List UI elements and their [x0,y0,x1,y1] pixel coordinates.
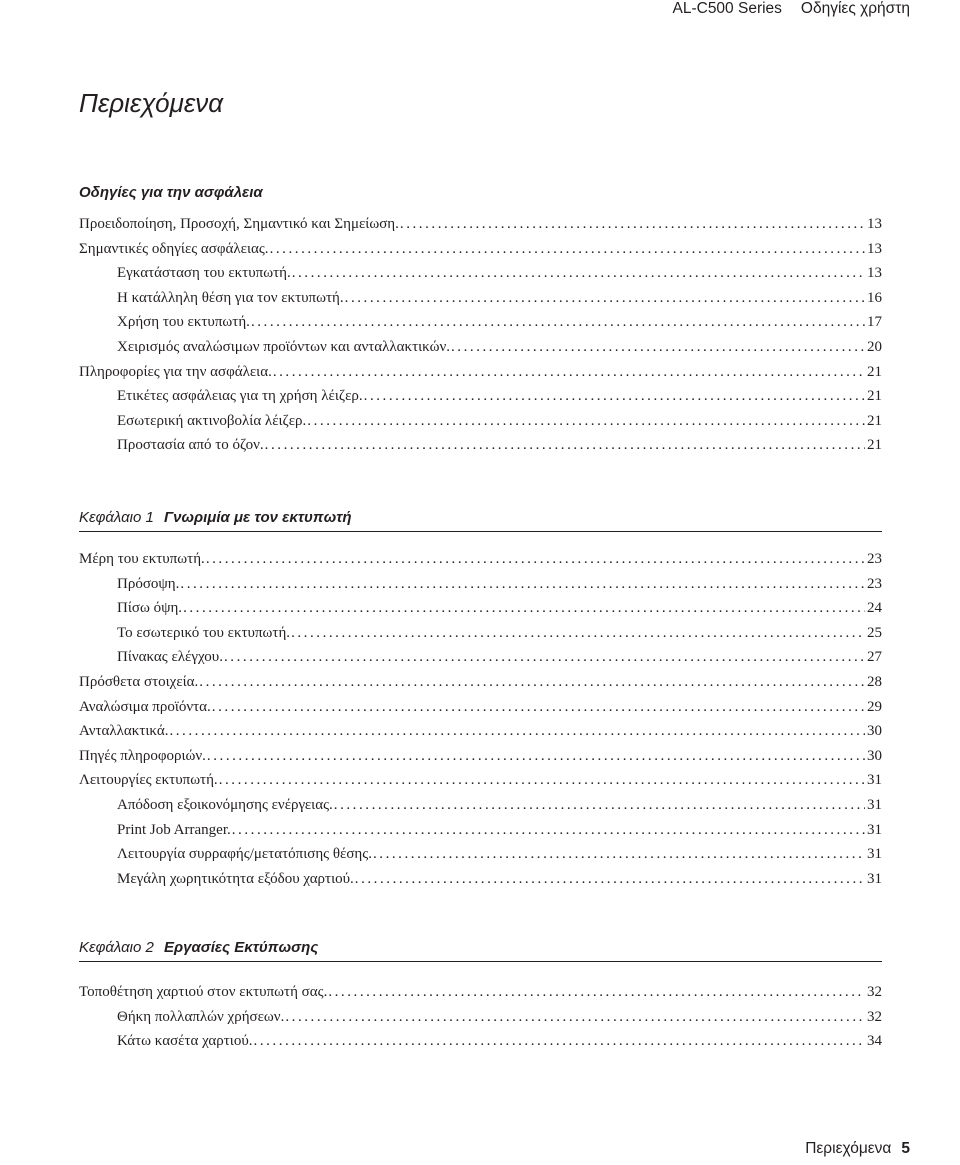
toc-entry-page: 20 [867,338,882,355]
toc-entry[interactable] [79,212,882,237]
toc-entry-title: Πρόσοψη. [117,575,180,592]
toc-entry-page: 17 [867,314,882,331]
dot-leader [219,768,865,793]
dot-leader [334,793,865,818]
toc-entry-title: Πρόσθετα στοιχεία. [79,673,199,690]
toc-entry[interactable] [79,1005,882,1030]
toc-entry-page: 29 [867,698,882,715]
toc-entry-title: Χρήση του εκτυπωτή. [117,314,250,331]
toc-entry-page: 21 [867,363,882,380]
toc-entry-page: 30 [867,747,882,764]
toc-entry-page: 27 [867,649,882,666]
dot-leader [273,360,865,385]
dot-leader [292,261,865,286]
toc-entry-page: 13 [867,240,882,257]
toc-entry[interactable] [79,310,882,335]
chapter-number: Κεφάλαιο 1 [79,509,154,526]
guide-name: Οδηγίες χρήστη [800,0,910,17]
dot-leader [169,719,865,744]
toc-entry-title: Θήκη πολλαπλών χρήσεων. [117,1008,285,1025]
toc-entry-page: 24 [867,600,882,617]
chapter-title: Γνωριμία με τον εκτυπωτή [164,509,352,526]
toc-list-safety [79,212,882,458]
toc-entry[interactable] [79,818,882,843]
toc-entry-page: 34 [867,1033,882,1050]
toc-entry-title: Χειρισμός αναλώσιμων προϊόντων και ανταλλακτικών. [117,338,450,355]
toc-entry-page: 21 [867,412,882,429]
toc-entry-title: Ανταλλακτικά. [79,723,169,740]
toc-entry-page: 31 [867,870,882,887]
toc-entry-page: 21 [867,388,882,405]
dot-leader [345,286,865,311]
dot-leader [400,212,865,237]
dot-leader [328,980,865,1005]
toc-entry[interactable] [79,980,882,1005]
dot-leader [307,409,865,434]
toc-entry[interactable] [79,645,882,670]
toc-entry[interactable] [79,433,882,458]
toc-entry-page: 21 [867,437,882,454]
toc-entry-title: Κάτω κασέτα χαρτιού. [117,1033,253,1050]
toc-entry[interactable] [79,768,882,793]
dot-leader [180,572,865,597]
toc-entry[interactable] [79,670,882,695]
toc-entry-page: 30 [867,723,882,740]
page-title: Περιεχόμενα [79,88,224,118]
toc-entry-title: Μεγάλη χωρητικότητα εξόδου χαρτιού. [117,870,354,887]
toc-entry-page: 31 [867,796,882,813]
toc-entry-title: Εγκατάσταση του εκτυπωτή. [117,265,291,282]
toc-entry-title: Το εσωτερικό του εκτυπωτή. [117,624,291,641]
toc-entry[interactable] [79,719,882,744]
dot-leader [291,621,865,646]
toc-entry-title: Εσωτερική ακτινοβολία λέιζερ. [117,412,307,429]
toc-entry-page: 28 [867,673,882,690]
toc-entry-title: Η κατάλληλη θέση για τον εκτυπωτή. [117,289,344,306]
toc-entry-page: 32 [867,1008,882,1025]
toc-list-chapter-1 [79,547,882,891]
toc-entry[interactable] [79,1029,882,1054]
section-heading-safety: Οδηγίες για την ασφάλεια [79,184,263,201]
dot-leader [224,645,865,670]
toc-entry[interactable] [79,384,882,409]
toc-entry-page: 31 [867,821,882,838]
toc-entry-page: 25 [867,624,882,641]
dot-leader [265,433,865,458]
toc-entry[interactable] [79,842,882,867]
toc-entry-title: Πίνακας ελέγχου. [117,649,223,666]
toc-entry[interactable] [79,867,882,892]
footer-label: Περιεχόμενα [805,1140,892,1157]
dot-leader [451,335,865,360]
chapter-number: Κεφάλαιο 2 [79,939,154,956]
dot-leader [207,744,865,769]
dot-leader [270,237,865,262]
toc-entry-page: 23 [867,551,882,567]
toc-entry-title: Πληροφορίες για την ασφάλεια. [79,363,272,380]
dot-leader [251,310,865,335]
toc-entry-title: Προειδοποίηση, Προσοχή, Σημαντικό και Σημείωση. [79,216,399,232]
toc-entry[interactable] [79,409,882,434]
toc-entry-title: Αναλώσιμα προϊόντα. [79,698,211,715]
product-name: AL-C500 Series [672,0,782,17]
dot-leader [199,670,865,695]
running-header [673,0,911,24]
page-number: 5 [901,1140,910,1157]
toc-entry-page: 32 [867,984,882,1000]
toc-entry[interactable] [79,286,882,311]
dot-leader [373,842,865,867]
toc-entry-title: Μέρη του εκτυπωτή. [79,551,205,567]
toc-entry[interactable] [79,744,882,769]
toc-entry-page: 31 [867,772,882,789]
dot-leader [254,1029,865,1054]
toc-entry[interactable] [79,793,882,818]
toc-entry-title: Απόδοση εξοικονόμησης ενέργειας. [117,796,333,813]
toc-entry-title: Print Job Arranger. [117,821,231,838]
toc-entry-page: 23 [867,575,882,592]
dot-leader [355,867,865,892]
toc-entry-title: Λειτουργίες εκτυπωτή. [79,772,218,789]
dot-leader [232,818,865,843]
toc-entry-title: Ετικέτες ασφάλειας για τη χρήση λέιζερ. [117,388,363,405]
toc-entry[interactable] [79,360,882,385]
toc-entry-title: Προστασία από το όζον. [117,437,264,454]
toc-entry-title: Πηγές πληροφοριών. [79,747,206,764]
toc-entry[interactable] [79,695,882,720]
toc-entry[interactable] [79,572,882,597]
toc-entry-title: Λειτουργία συρραφής/μετατόπισης θέσης. [117,846,372,863]
toc-list-chapter-2 [79,980,882,1054]
toc-entry[interactable] [79,596,882,621]
toc-entry-page: 16 [867,289,882,306]
chapter-heading-1 [79,509,882,532]
toc-entry-page: 13 [867,265,882,282]
dot-leader [183,596,865,621]
toc-entry[interactable] [79,335,882,360]
toc-entry[interactable] [79,237,882,262]
chapter-heading-2 [79,939,882,962]
toc-entry[interactable] [79,547,882,572]
toc-entry[interactable] [79,621,882,646]
toc-entry-title: Σημαντικές οδηγίες ασφάλειας. [79,240,269,257]
toc-entry[interactable] [79,261,882,286]
toc-entry-title: Πίσω όψη. [117,600,183,617]
toc-entry-page: 31 [867,846,882,863]
page-footer [805,1140,910,1158]
dot-leader [364,384,865,409]
dot-leader [212,695,865,720]
chapter-title: Εργασίες Εκτύπωσης [164,939,319,956]
dot-leader [206,547,865,572]
toc-entry-page: 13 [867,216,882,232]
dot-leader [285,1005,865,1030]
toc-entry-title: Τοποθέτηση χαρτιού στον εκτυπωτή σας. [79,984,328,1000]
